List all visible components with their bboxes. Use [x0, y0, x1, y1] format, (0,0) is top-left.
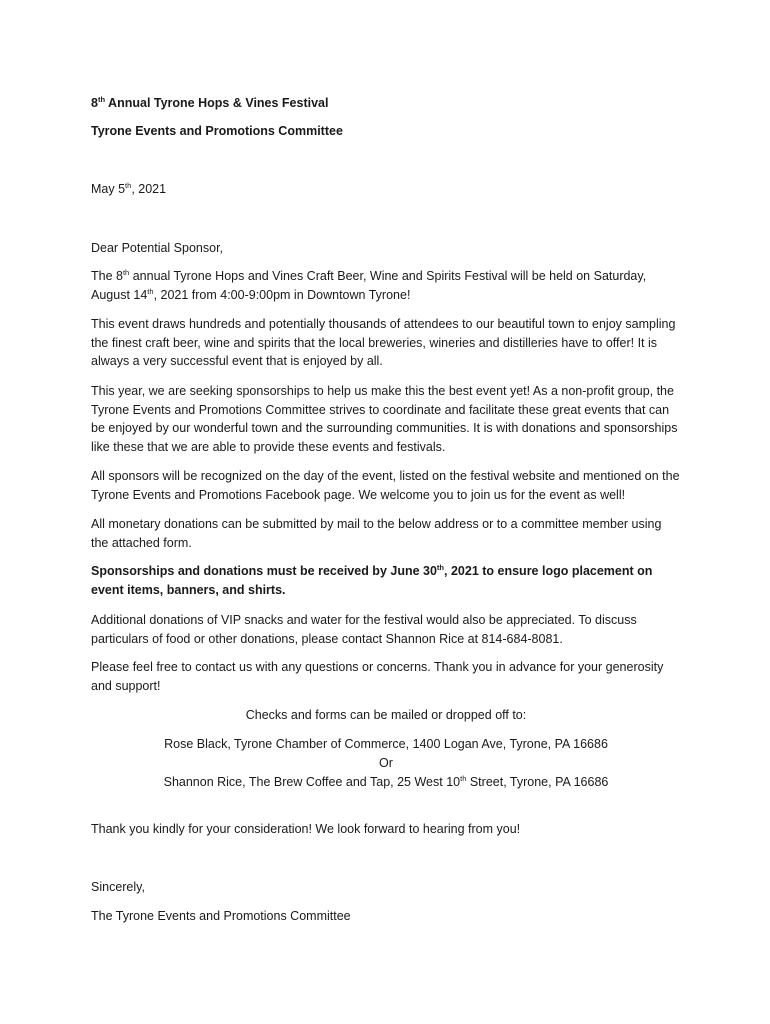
paragraph-recognition: All sponsors will be recognized on the day of the event, listed on the festival website and mentioned on the Tyrone Events and Promotions Facebook page. We welcome you to join us for the event as well!: [91, 469, 680, 502]
thank-you-line: Thank you kindly for your consideration! We look forward to hearing from you!: [91, 822, 521, 836]
paragraph-attendance: This event draws hundreds and potentially thousands of attendees to our beautiful town to enjoy sampling the finest craft beer, wine and spirits that the local breweries, wineries and distilleries have to offer! It is always a very successful event that is enjoyed by all.: [91, 317, 676, 369]
paragraph-vip-donations: Additional donations of VIP snacks and water for the festival would also be appreciated. To discuss particulars of food or other donations, please contact Shannon Rice at 814-684-8081.: [91, 613, 637, 646]
signature: The Tyrone Events and Promotions Committee: [91, 909, 351, 923]
letter-date: May 5th, 2021: [91, 181, 167, 196]
mailing-address-2: Shannon Rice, The Brew Coffee and Tap, 25 West 10th Street, Tyrone, PA 16686: [163, 774, 609, 789]
deadline-notice: Sponsorships and donations must be received by June 30th, 2021 to ensure logo placement on event items, banners, and shirts.: [91, 563, 653, 597]
committee-heading: Tyrone Events and Promotions Committee: [91, 124, 343, 138]
mailing-intro: Checks and forms can be mailed or dropped off to:: [245, 708, 527, 722]
mailing-address-1: Rose Black, Tyrone Chamber of Commerce, 1400 Logan Ave, Tyrone, PA 16686: [164, 737, 608, 751]
paragraph-contact: Please feel free to contact us with any questions or concerns. Thank you in advance for your generosity and support!: [91, 660, 664, 693]
paragraph-sponsorship-request: This year, we are seeking sponsorships to help us make this the best event yet! As a non-profit group, the Tyrone Events and Promotions Committee strives to coordinate and facilitate these great events that can be enjoyed by our wonderful town and the surrounding communities. It is with donations and sponsorships like these that we are able to provide these events and festivals.: [91, 384, 678, 454]
festival-title: 8th Annual Tyrone Hops & Vines Festival: [91, 95, 329, 110]
paragraph-monetary-donations: All monetary donations can be submitted by mail to the below address or to a committee member using the attached form.: [91, 517, 662, 550]
closing: Sincerely,: [91, 880, 145, 894]
mailing-or: Or: [379, 756, 393, 770]
paragraph-event-details: The 8th annual Tyrone Hops and Vines Craft Beer, Wine and Spirits Festival will be held on Saturday, August 14th, 2021 from 4:00-9:00pm in Downtown Tyrone!: [91, 268, 647, 302]
salutation: Dear Potential Sponsor,: [91, 241, 224, 255]
